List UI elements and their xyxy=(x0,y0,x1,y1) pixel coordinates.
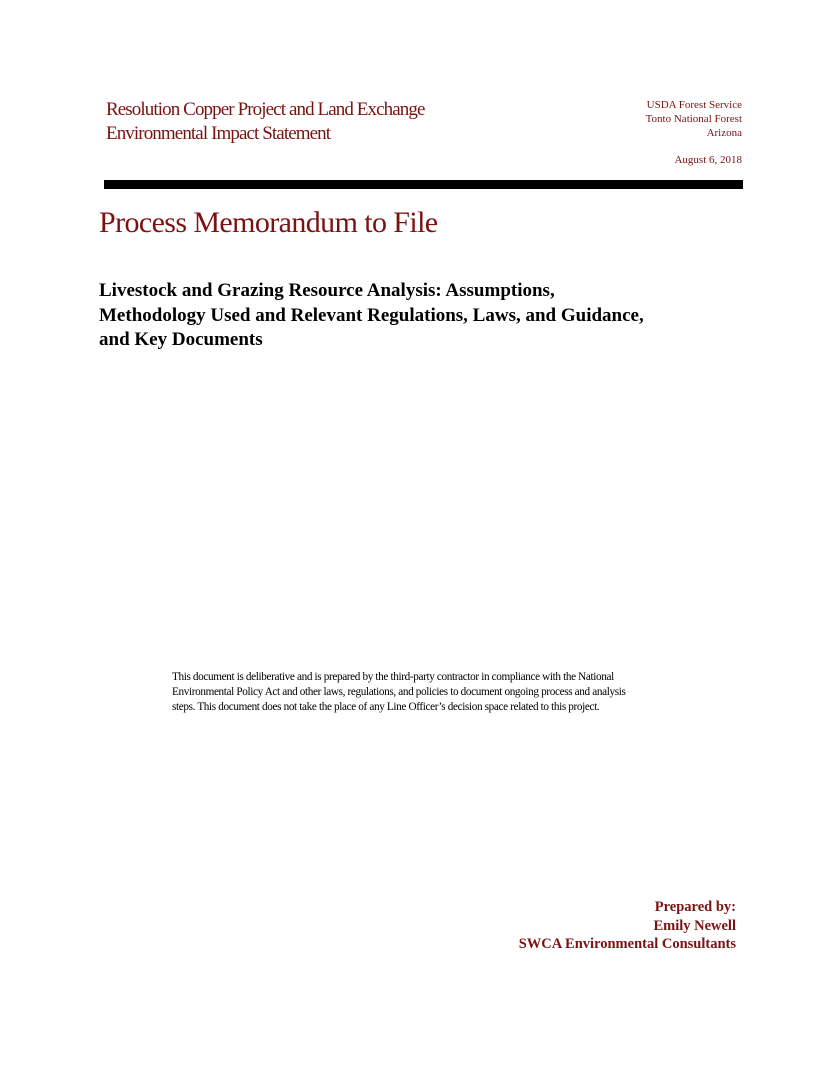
disclaimer-line3: steps. This document does not take the place of any Line Officer’s decision space related to this project. xyxy=(172,701,600,713)
header-divider xyxy=(104,180,743,189)
subtitle-line2: Methodology Used and Relevant Regulations, Laws, and Guidance, xyxy=(99,304,644,326)
state-name: Arizona xyxy=(706,127,742,139)
disclaimer-line1: This document is deliberative and is prepared by the third-party contractor in compliance with the National xyxy=(172,671,614,683)
disclaimer-text xyxy=(172,670,720,715)
agency-name: USDA Forest Service xyxy=(646,99,742,111)
subtitle-line3: and Key Documents xyxy=(99,329,263,350)
preparer-organization: SWCA Environmental Consultants xyxy=(518,936,736,952)
disclaimer-line2: Environmental Policy Act and other laws, regulations, and policies to document ongoing process and analysis xyxy=(172,686,626,698)
document-date: August 6, 2018 xyxy=(674,154,742,166)
prepared-by-block xyxy=(519,898,736,954)
document-title: Process Memorandum to File xyxy=(99,206,438,239)
preparer-name: Emily Newell xyxy=(653,917,736,934)
document-subtitle xyxy=(99,279,719,353)
subtitle-line1-text: Livestock and Grazing Resource Analysis: Assumptions, xyxy=(99,280,555,301)
forest-name: Tonto National Forest xyxy=(645,113,742,125)
agency-header xyxy=(646,98,742,140)
project-title-line2: Environmental Impact Statement xyxy=(106,123,331,144)
project-header xyxy=(106,98,425,146)
project-title-line1: Resolution Copper Project and Land Exchange xyxy=(106,99,425,120)
prepared-by-label: Prepared by: xyxy=(654,899,736,915)
subtitle-line1 xyxy=(99,279,719,304)
